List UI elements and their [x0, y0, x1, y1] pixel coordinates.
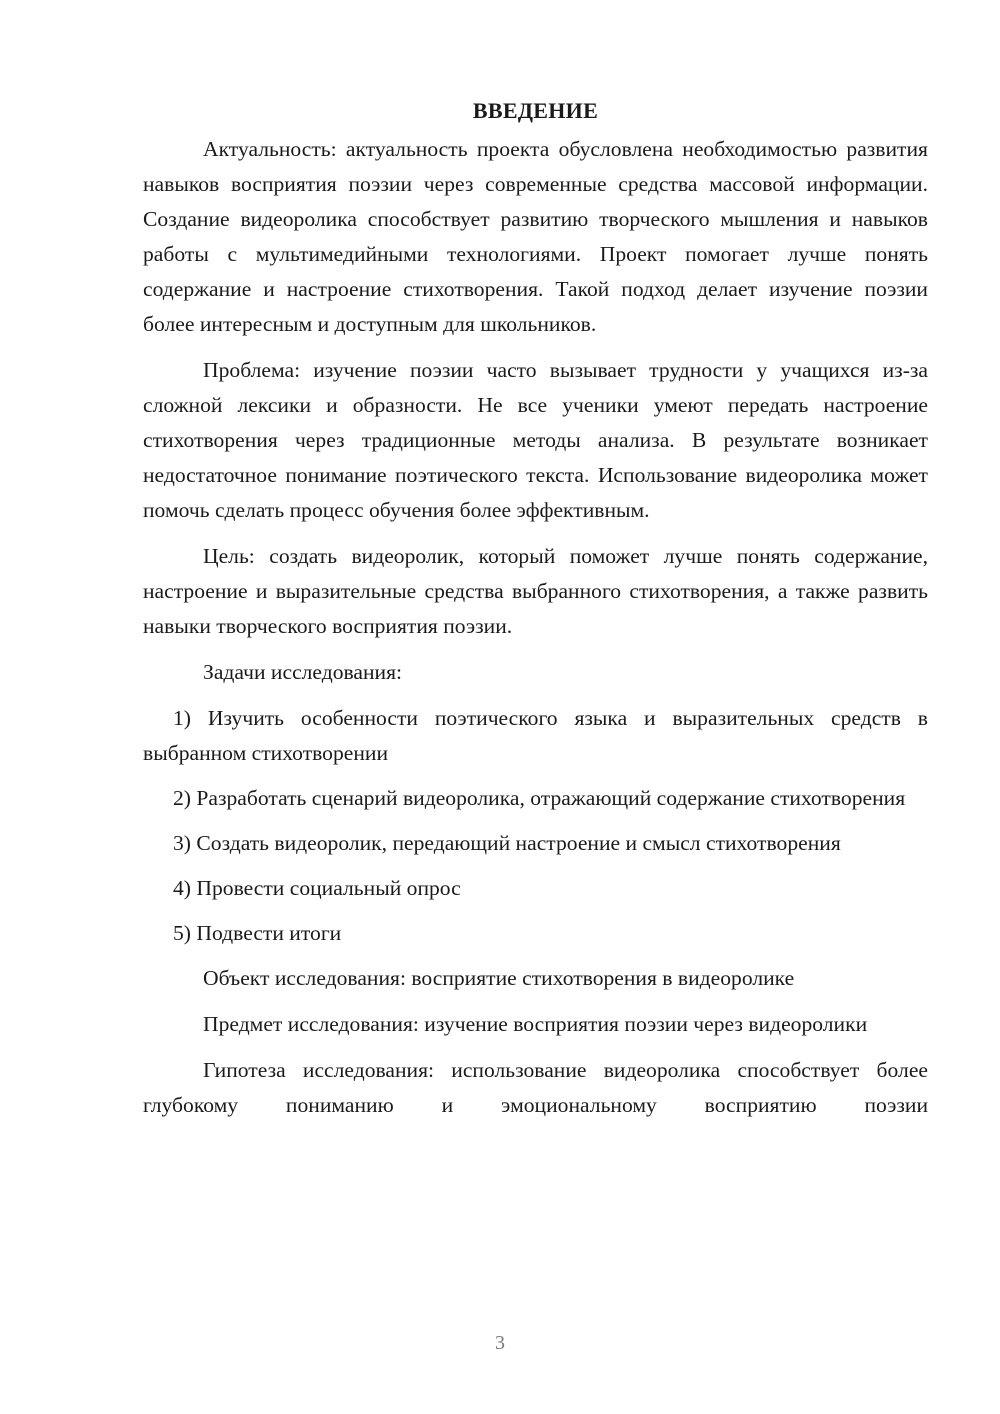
hypothesis-paragraph: Гипотеза исследования: использование видеоролика способствует более глубокому пониманию и эмоциональному восприятию поэзии [143, 1058, 928, 1117]
task-item-2: 2) Разработать сценарий видеоролика, отражающий содержание стихотворения [173, 786, 906, 810]
object-paragraph: Объект исследования: восприятие стихотворения в видеоролике [203, 966, 795, 990]
problem-paragraph: Проблема: изучение поэзии часто вызывает трудности у учащихся из-за сложной лексики и образности. Не все ученики умеют передать настроение стихотворения через традиционные методы анализа. В результате возникает недостаточное понимание поэтического текста. Использование видеоролика может помочь сделать процесс обучения более эффективным. [143, 358, 928, 522]
relevance-paragraph: Актуальность: актуальность проекта обусловлена необходимостью развития навыков восприятия поэзии через современные средства массовой информации. Создание видеоролика способствует развитию творческого мышления и навыков работы с мультимедийными технологиями. Проект помогает лучше понять содержание и настроение стихотворения. Такой подход делает изучение поэзии более интересным и доступным для школьников. [143, 137, 928, 336]
goal-paragraph: Цель: создать видеоролик, который поможет лучше понять содержание, настроение и выразительные средства выбранного стихотворения, а также развить навыки творческого восприятия поэзии. [143, 544, 928, 638]
page-title: ВВЕДЕНИЕ [472, 98, 599, 123]
tasks-heading: Задачи исследования: [203, 660, 403, 684]
task-item-3: 3) Создать видеоролик, передающий настроение и смысл стихотворения [173, 831, 841, 855]
task-item-4: 4) Провести социальный опрос [173, 876, 461, 900]
tasks-list [143, 701, 928, 951]
subject-paragraph: Предмет исследования: изучение восприятия поэзии через видеоролики [203, 1012, 868, 1036]
task-item-1: 1) Изучить особенности поэтического языка и выразительных средств в выбранном стихотворении [143, 706, 928, 765]
document-page [143, 96, 928, 1123]
page-number: 3 [495, 1332, 505, 1354]
task-item-5: 5) Подвести итоги [173, 921, 342, 945]
